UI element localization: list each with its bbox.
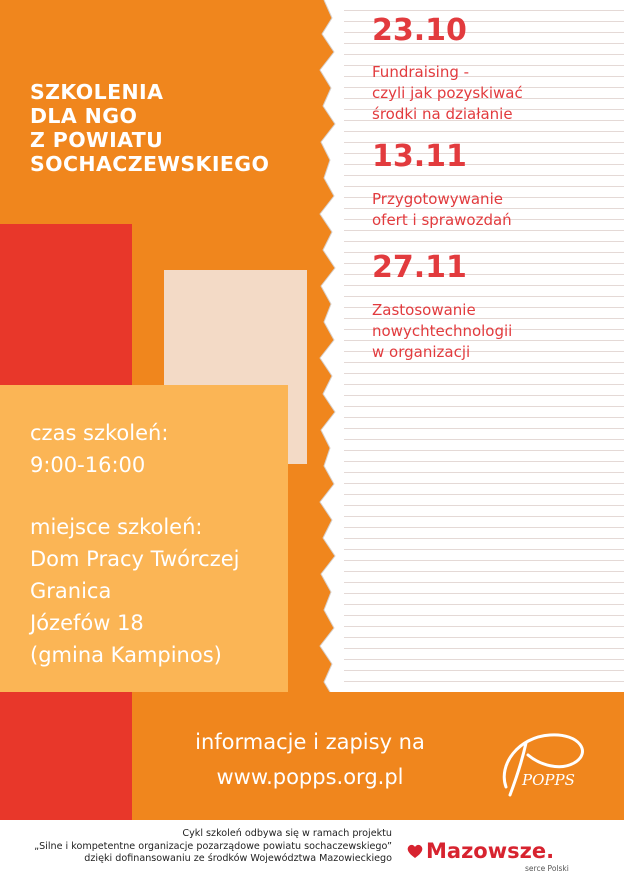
poster-headline [30,80,269,176]
session-topic-3-line: nowychtechnologii [372,322,513,340]
place-line: Granica [30,579,112,603]
logo-text: POPPS [522,771,575,789]
headline-line: Z POWIATU [30,128,164,152]
credits-line: dzięki dofinansowaniu ze środków Województwa Mazowieckiego [84,853,392,864]
session-topic-1-line: Fundraising - [372,63,470,81]
headline-line: SOCHACZEWSKIEGO [30,152,270,176]
headline-line: SZKOLENIA [30,80,164,104]
session-date-3: 27.11 [372,250,467,285]
place-line: Dom Pracy Twórczej [30,547,240,571]
place-line: (gmina Kampinos) [30,643,222,667]
cta-url-link[interactable]: www.popps.org.pl [216,765,404,789]
session-topic-3-line: Zastosowanie [372,301,476,319]
cta-text: informacje i zapisy na [195,730,425,754]
credits-line: „Silne i kompetentne organizacje pozarządowe powiatu sochaczewskiego” [34,840,392,852]
sponsor-name: Mazowsze. [426,839,555,863]
place-label: miejsce szkoleń: [30,515,203,539]
place-line: Józefów 18 [30,611,144,635]
session-topic-2-line: Przygotowywanie [372,190,503,208]
session-topic-2-line: ofert i sprawozdań [372,211,512,229]
credits-line: Cykl szkoleń odbywa się w ramach projektu [182,828,392,839]
headline-line: DLA NGO [30,104,138,128]
session-date-2: 13.11 [372,139,467,174]
session-topic-3-line: w organizacji [372,343,471,361]
project-credits [34,828,392,866]
popps-logo [488,725,598,805]
session-topic-1-line: czyli jak pozyskiwać [372,84,523,102]
time-label: czas szkoleń: [30,421,169,445]
sponsor-tagline: serce Polski [525,864,569,873]
session-topic-1-line: środki na działanie [372,105,513,123]
torn-paper-edge [318,0,344,692]
heart-icon [406,842,424,860]
time-value: 9:00-16:00 [30,453,146,477]
session-date-1: 23.10 [372,13,467,48]
